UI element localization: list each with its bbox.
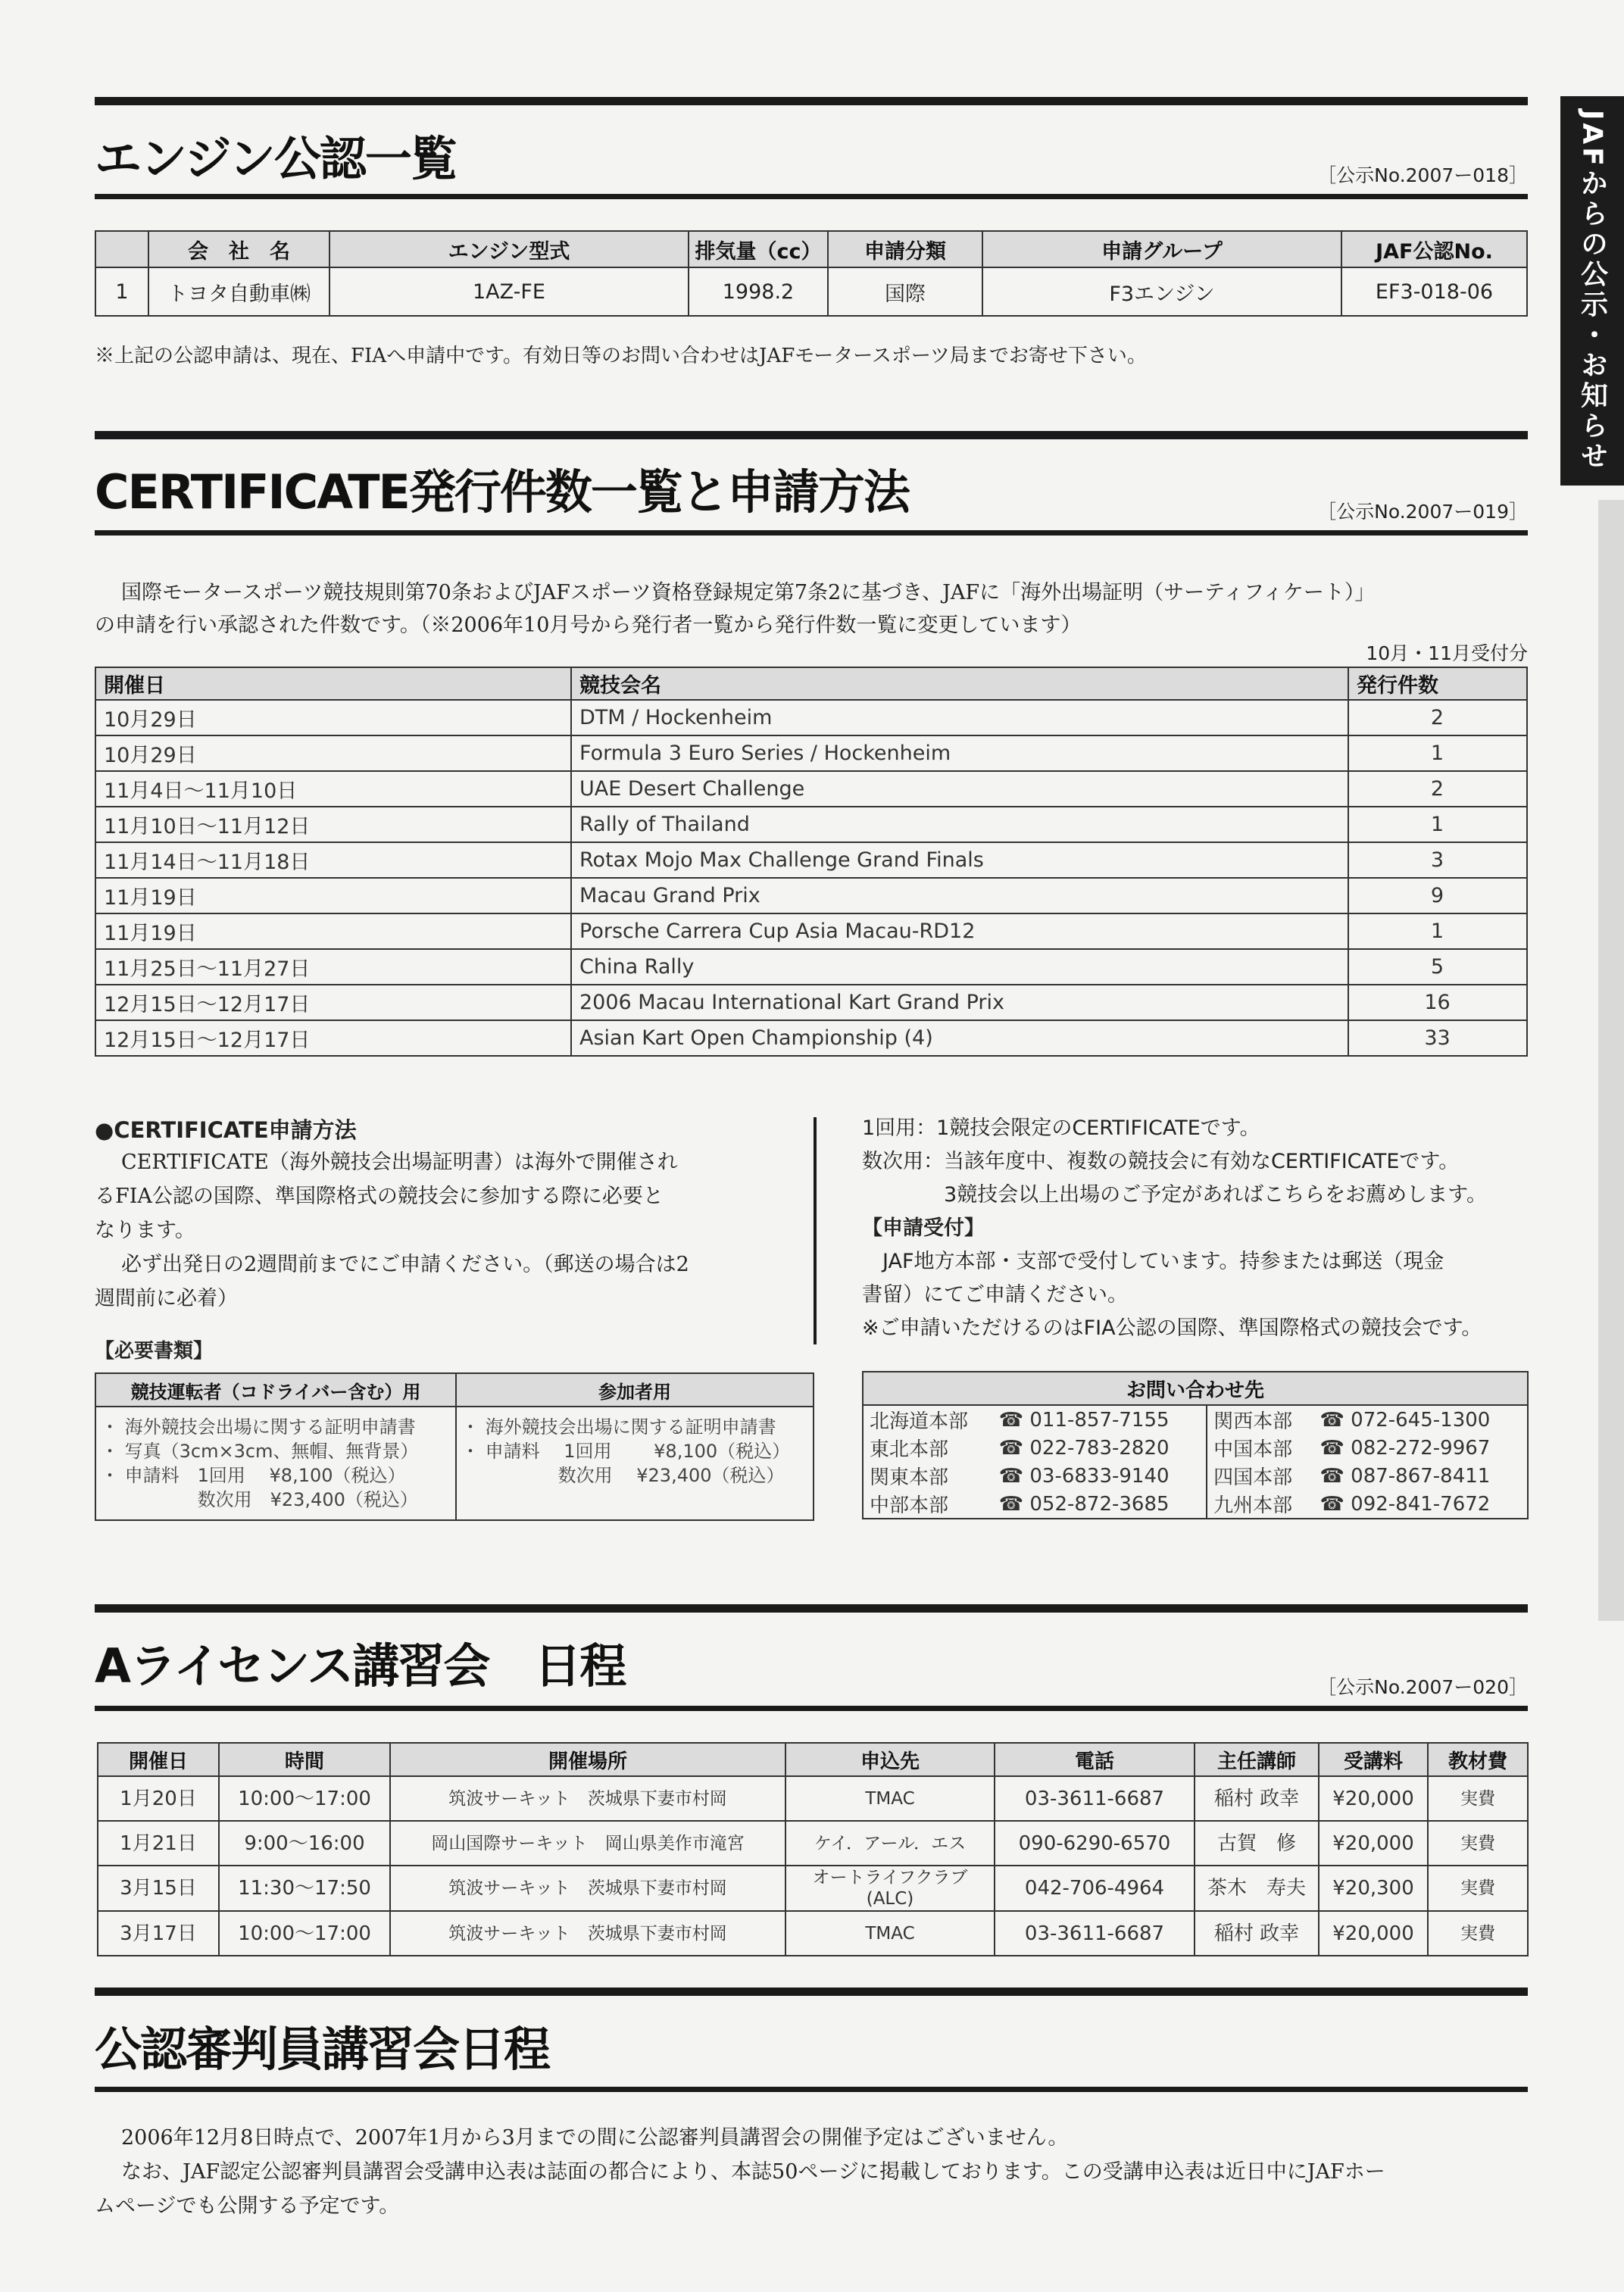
docs-driver-item: ・ 写真（3cm×3cm、無帽、無背景） (101, 1441, 419, 1462)
cert-event-cell: Rally of Thailand (571, 807, 1348, 842)
right-column (862, 1112, 1487, 1345)
contact-office: 東北本部 (870, 1438, 949, 1461)
table-row (95, 949, 1527, 985)
method-heading: ●CERTIFICATE申請方法 (95, 1117, 357, 1143)
method-line: 必ず出発日の2週間前までにご申請ください。（郵送の場合は2 (121, 1253, 689, 1276)
license-cell: TMAC (785, 1776, 995, 1821)
license-cell: 10:00〜17:00 (219, 1776, 390, 1821)
cert-count-cell: 1 (1348, 807, 1527, 842)
engine-header: 申請分類 (828, 231, 982, 267)
engine-cell: 1998.2 (689, 267, 828, 316)
license-cell: 3月17日 (98, 1911, 219, 1956)
certificate-intro-line1: 国際モータースポーツ競技規則第70条およびJAFスポーツ資格登録規定第7条2に基づき、JAFに「海外出場証明（サーティフィケート）」 (121, 581, 1376, 604)
cert-event-cell: Rotax Mojo Max Challenge Grand Finals (571, 842, 1348, 878)
table-row (95, 1020, 1527, 1056)
license-cell: 1月20日 (98, 1776, 219, 1821)
cert-event-cell: Formula 3 Euro Series / Hockenheim (571, 735, 1348, 771)
license-cell: 古賀 修 (1195, 1821, 1319, 1866)
contact-row (863, 1434, 1528, 1462)
cert-date-cell: 11月14日〜11月18日 (95, 842, 571, 878)
engine-section-title: エンジン公認一覧 (95, 131, 456, 186)
license-cell: 1月21日 (98, 1821, 219, 1866)
cert-count-cell: 33 (1348, 1020, 1527, 1056)
license-header: 電話 (995, 1743, 1195, 1776)
docs-entrant-item: ・ 海外競技会出場に関する証明申請書 (461, 1416, 776, 1438)
table-row (95, 700, 1527, 735)
certificate-notice-no: ［公示No.2007ー019］ (1317, 501, 1528, 523)
engine-header: 申請グループ (982, 231, 1341, 267)
right-line: 数次用：当該年度中、複数の競技会に有効なCERTIFICATEです。 (862, 1150, 1460, 1173)
contact-office: 九州本部 (1207, 1490, 1313, 1519)
cert-header: 開催日 (95, 667, 571, 700)
engine-header: 会 社 名 (148, 231, 329, 267)
section-bottom-rule (95, 530, 1528, 536)
license-cell: ¥20,000 (1319, 1911, 1428, 1956)
contact-phone: ☎ 082-272-9967 (1320, 1436, 1491, 1460)
table-row (95, 985, 1527, 1020)
section-bottom-rule (95, 194, 1528, 199)
license-cell: 茶木 寿夫 (1195, 1866, 1319, 1911)
license-cell: 3月15日 (98, 1866, 219, 1911)
license-cell: 10:00〜17:00 (219, 1911, 390, 1956)
cert-count-cell: 2 (1348, 771, 1527, 807)
cert-date-cell: 11月4日〜11月10日 (95, 771, 571, 807)
right-line: 書留）にてご申請ください。 (862, 1283, 1128, 1307)
contact-row (863, 1462, 1528, 1490)
certificate-section-title: CERTIFICATE発行件数一覧と申請方法 (95, 464, 909, 520)
docs-entrant-item: 数次用 ¥23,400（税込） (461, 1465, 785, 1486)
contact-row (863, 1405, 1528, 1434)
engine-cell: F3エンジン (982, 267, 1341, 316)
docs-header: 参加者用 (456, 1373, 814, 1407)
table-row (98, 1776, 1528, 1821)
application-label: 【申請受付】 (862, 1216, 985, 1240)
table-row (95, 771, 1527, 807)
judge-line2: なお、JAF認定公認審判員講習会受講申込表は誌面の都合により、本誌50ページに掲載しております。この受講申込表は近日中にJAFホー (121, 2160, 1385, 2184)
license-cell: 090-6290-6570 (995, 1821, 1195, 1866)
contact-phone: ☎ 092-841-7672 (1320, 1492, 1491, 1516)
engine-cell: 国際 (828, 267, 982, 316)
cert-count-cell: 2 (1348, 700, 1527, 735)
section-top-rule (95, 431, 1528, 439)
license-header: 受講料 (1319, 1743, 1428, 1776)
engine-cell: EF3-018-06 (1341, 267, 1527, 316)
engine-cell: 1 (95, 267, 148, 316)
license-cell: 実費 (1428, 1776, 1528, 1821)
contact-phone: ☎ 072-645-1300 (1320, 1408, 1491, 1432)
engine-cell: トヨタ自動車㈱ (148, 267, 329, 316)
table-row (95, 913, 1527, 949)
contact-table (862, 1371, 1529, 1519)
engine-header: エンジン型式 (329, 231, 689, 267)
license-cell: 実費 (1428, 1866, 1528, 1911)
engine-header: JAF公認No. (1341, 231, 1527, 267)
table-row (95, 267, 1527, 316)
docs-entrant-item: ・ 申請料 1回用 ¥8,100（税込） (461, 1441, 791, 1462)
judge-line1: 2006年12月8日時点で、2007年1月から3月までの間に公認審判員講習会の開催予定はございません。 (121, 2126, 1069, 2150)
license-header: 開催場所 (390, 1743, 785, 1776)
cert-date-cell: 12月15日〜12月17日 (95, 985, 571, 1020)
cert-header: 発行件数 (1348, 667, 1527, 700)
license-cell: 筑波サーキット 茨城県下妻市村岡 (390, 1866, 785, 1911)
cert-event-cell: Asian Kart Open Championship (4) (571, 1020, 1348, 1056)
license-cell: オートライフクラブ (ALC) (785, 1866, 995, 1911)
license-cell: 03-3611-6687 (995, 1911, 1195, 1956)
license-cell: 03-3611-6687 (995, 1776, 1195, 1821)
side-tab (1560, 96, 1624, 486)
cert-count-cell: 1 (1348, 913, 1527, 949)
cert-count-cell: 1 (1348, 735, 1527, 771)
docs-entrant-cell (456, 1407, 814, 1520)
engine-note: ※上記の公認申請は、現在、FIAへ申請中です。有効日等のお問い合わせはJAFモータースポーツ局までお寄せ下さい。 (95, 345, 1147, 367)
cert-date-cell: 11月19日 (95, 913, 571, 949)
contact-office: 中国本部 (1207, 1434, 1313, 1462)
section-bottom-rule (95, 1706, 1528, 1711)
table-row (98, 1866, 1528, 1911)
side-strip (1598, 500, 1624, 1621)
cert-event-cell: Macau Grand Prix (571, 878, 1348, 913)
license-table (97, 1742, 1529, 1956)
judge-section-title: 公認審判員講習会日程 (95, 2022, 550, 2077)
cert-count-cell: 9 (1348, 878, 1527, 913)
section-top-rule (95, 1604, 1528, 1613)
contact-office: 四国本部 (1207, 1462, 1313, 1490)
license-cell: 実費 (1428, 1911, 1528, 1956)
cert-event-cell: DTM / Hockenheim (571, 700, 1348, 735)
license-header: 主任講師 (1195, 1743, 1319, 1776)
required-docs-label: 【必要書類】 (95, 1340, 214, 1363)
license-header: 時間 (219, 1743, 390, 1776)
license-notice-no: ［公示No.2007ー020］ (1317, 1676, 1528, 1698)
method-line: CERTIFICATE（海外競技会出場証明書）は海外で開催され (121, 1151, 678, 1174)
license-cell: 筑波サーキット 茨城県下妻市村岡 (390, 1911, 785, 1956)
engine-cell: 1AZ-FE (329, 267, 689, 316)
table-row (95, 807, 1527, 842)
table-row (98, 1821, 1528, 1866)
license-cell: 11:30〜17:50 (219, 1866, 390, 1911)
period-label: 10月・11月受付分 (1366, 642, 1528, 664)
license-section-title: Aライセンス講習会 日程 (95, 1638, 626, 1694)
contact-phone: ☎ 087-867-8411 (1320, 1464, 1491, 1488)
right-line: ※ご申請いただけるのはFIA公認の国際、準国際格式の競技会です。 (862, 1316, 1482, 1340)
license-cell: 筑波サーキット 茨城県下妻市村岡 (390, 1776, 785, 1821)
section-top-rule (95, 97, 1528, 105)
engine-table (95, 230, 1528, 317)
contact-office: 中部本部 (870, 1494, 949, 1517)
certificate-intro-line2: の申請を行い承認された件数です。（※2006年10月号から発行者一覧から発行件数一覧に変更しています） (95, 614, 1082, 637)
cert-date-cell: 11月10日〜11月12日 (95, 807, 571, 842)
contact-phone: ☎ 022-783-2820 (998, 1436, 1170, 1460)
license-cell: ケイ．アール．エス (785, 1821, 995, 1866)
method-line: 週間前に必着） (95, 1287, 238, 1310)
license-cell: 稲村 政幸 (1195, 1911, 1319, 1956)
method-line: るFIA公認の国際、準国際格式の競技会に参加する際に必要と (95, 1185, 664, 1208)
section-bottom-rule (95, 2087, 1528, 2092)
license-cell: TMAC (785, 1911, 995, 1956)
license-cell: 岡山国際サーキット 岡山県美作市滝宮 (390, 1821, 785, 1866)
license-cell: 稲村 政幸 (1195, 1776, 1319, 1821)
cert-date-cell: 10月29日 (95, 700, 571, 735)
license-header: 教材費 (1428, 1743, 1528, 1776)
cert-header: 競技会名 (571, 667, 1348, 700)
license-header: 開催日 (98, 1743, 219, 1776)
cert-event-cell: Porsche Carrera Cup Asia Macau-RD12 (571, 913, 1348, 949)
engine-header: 排気量（cc） (689, 231, 828, 267)
cert-event-cell: 2006 Macau International Kart Grand Prix (571, 985, 1348, 1020)
certificate-table (95, 667, 1528, 1057)
docs-driver-item: ・ 海外競技会出場に関する証明申請書 (101, 1416, 416, 1438)
docs-driver-item: 数次用 ¥23,400（税込） (101, 1489, 418, 1510)
contact-row (863, 1490, 1528, 1519)
cert-date-cell: 11月19日 (95, 878, 571, 913)
contact-title: お問い合わせ先 (863, 1372, 1528, 1405)
cert-count-cell: 3 (1348, 842, 1527, 878)
license-cell: 9:00〜16:00 (219, 1821, 390, 1866)
judge-line3: ムページでも公開する予定です。 (95, 2194, 400, 2218)
cert-event-cell: China Rally (571, 949, 1348, 985)
cert-date-cell: 11月25日〜11月27日 (95, 949, 571, 985)
cert-count-cell: 16 (1348, 985, 1527, 1020)
license-cell: 実費 (1428, 1821, 1528, 1866)
engine-notice-no: ［公示No.2007ー018］ (1317, 164, 1528, 186)
license-cell: 042-706-4964 (995, 1866, 1195, 1911)
engine-header (95, 231, 148, 267)
contact-office: 北海道本部 (870, 1410, 969, 1433)
docs-header: 競技運転者（コドライバー含む）用 (95, 1373, 456, 1407)
right-line: 1回用：1競技会限定のCERTIFICATEです。 (862, 1116, 1260, 1140)
table-row (95, 842, 1527, 878)
docs-driver-cell (95, 1407, 456, 1520)
cert-count-cell: 5 (1348, 949, 1527, 985)
right-line: 3競技会以上出場のご予定があればこちらをお薦めします。 (862, 1183, 1488, 1207)
contact-phone: ☎ 011-857-7155 (998, 1408, 1170, 1432)
contact-phone: ☎ 052-872-3685 (998, 1492, 1170, 1516)
right-line: JAF地方本部・支部で受付しています。持参または郵送（現金 (862, 1250, 1444, 1273)
required-docs-table (95, 1372, 814, 1521)
contact-office: 関西本部 (1207, 1405, 1313, 1434)
table-row (95, 735, 1527, 771)
side-tab-label: JAFからの公示・お知らせ (1576, 110, 1608, 472)
column-divider (814, 1117, 817, 1344)
license-header: 申込先 (785, 1743, 995, 1776)
method-line: なります。 (95, 1219, 195, 1242)
license-cell: ¥20,000 (1319, 1821, 1428, 1866)
cert-event-cell: UAE Desert Challenge (571, 771, 1348, 807)
docs-driver-item: ・ 申請料 1回用 ¥8,100（税込） (101, 1465, 406, 1486)
license-cell: ¥20,000 (1319, 1776, 1428, 1821)
cert-date-cell: 10月29日 (95, 735, 571, 771)
contact-office: 関東本部 (870, 1466, 949, 1489)
table-row (95, 878, 1527, 913)
table-row (98, 1911, 1528, 1956)
section-top-rule (95, 1988, 1528, 1996)
contact-phone: ☎ 03-6833-9140 (998, 1464, 1170, 1488)
cert-date-cell: 12月15日〜12月17日 (95, 1020, 571, 1056)
license-cell: ¥20,300 (1319, 1866, 1428, 1911)
